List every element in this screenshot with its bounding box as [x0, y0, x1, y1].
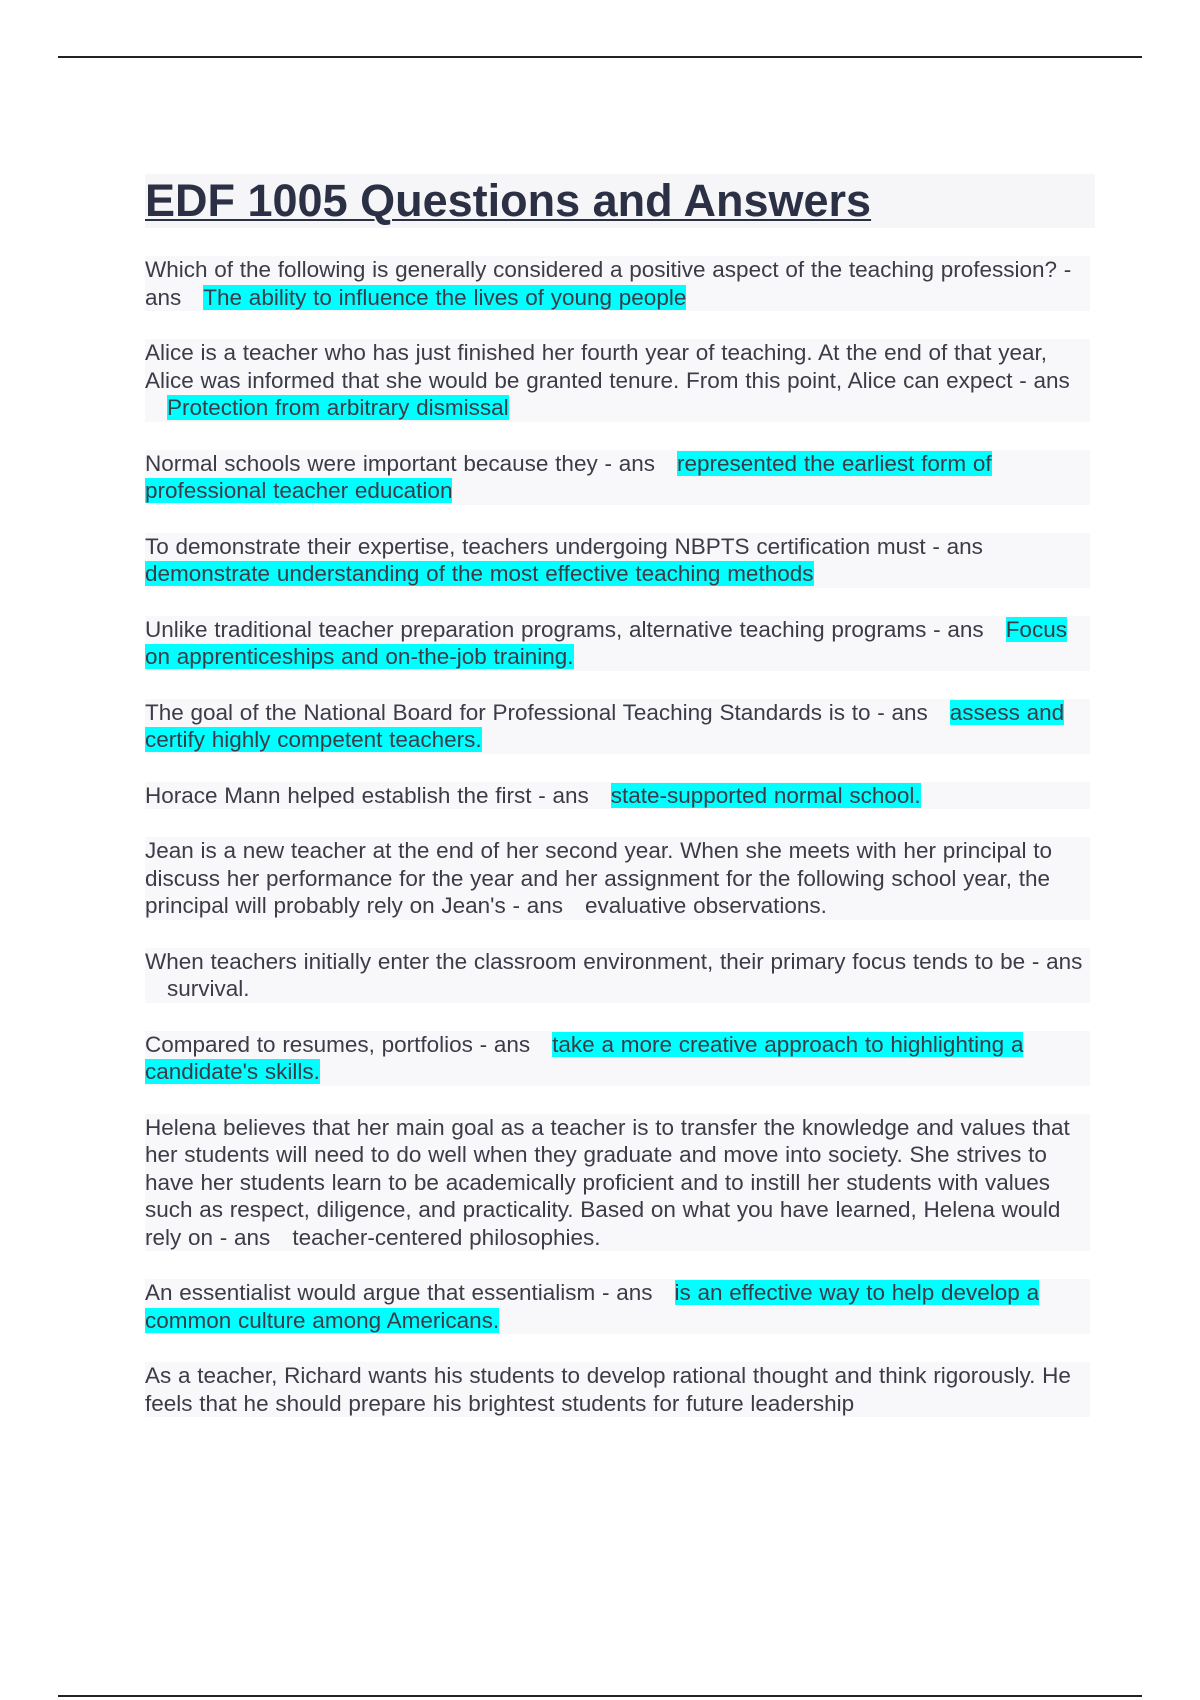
question-text: Compared to resumes, portfolios - ans	[145, 1031, 531, 1057]
qa-item	[145, 616, 1090, 671]
qa-item	[145, 256, 1090, 311]
highlighted-answer: take a more creative approach to highlighting a candidate's skills.	[145, 1031, 1024, 1084]
question-text: To demonstrate their expertise, teachers undergoing NBPTS certification must - ans	[145, 533, 983, 559]
footer-rule	[58, 1695, 1142, 1697]
question-text: Horace Mann helped establish the first - ans	[145, 782, 589, 808]
qa-item	[145, 699, 1090, 754]
answer-text: survival.	[167, 976, 250, 1001]
question-text: The goal of the National Board for Professional Teaching Standards is to - ans	[145, 699, 928, 725]
highlighted-answer: is an effective way to help develop a common culture among Americans.	[145, 1280, 1040, 1333]
highlighted-answer: Protection from arbitrary dismissal	[167, 395, 509, 420]
title-band	[145, 174, 1095, 228]
highlighted-answer: demonstrate understanding of the most effective teaching methods	[145, 561, 814, 586]
question-text: Which of the following is generally considered a positive aspect of the teaching profession? - ans	[145, 257, 1072, 310]
question-text: An essentialist would argue that essentialism - ans	[145, 1280, 653, 1305]
answer-text: teacher-centered philosophies.	[292, 1224, 601, 1250]
highlighted-answer: state-supported normal school.	[610, 782, 921, 808]
highlighted-answer: The ability to influence the lives of young people	[203, 284, 687, 310]
question-text: When teachers initially enter the classroom environment, their primary focus tends to be - ans	[145, 948, 1083, 974]
highlighted-answer: assess and certify highly competent teachers.	[145, 699, 1065, 752]
question-text: Unlike traditional teacher preparation programs, alternative teaching programs - ans	[145, 616, 984, 642]
highlighted-answer: Focus on apprenticeships and on-the-job training.	[145, 616, 1067, 669]
answer-text: evaluative observations.	[585, 893, 827, 918]
document-title: EDF 1005 Questions and Answers	[145, 175, 872, 226]
question-text: As a teacher, Richard wants his students to develop rational thought and think rigorously. He feels that he should prepare his brightest students for future leadership	[145, 1363, 1071, 1416]
qa-list	[145, 256, 1090, 1417]
question-text: Alice is a teacher who has just finished her fourth year of teaching. At the end of that year, Alice was informed that she would be granted tenure. From this point, Alice can expect - ans	[145, 340, 1070, 393]
qa-item	[145, 782, 1090, 810]
question-text: Normal schools were important because they - ans	[145, 450, 655, 476]
qa-item	[145, 948, 1090, 1003]
qa-item	[145, 533, 1090, 588]
qa-item	[145, 1114, 1090, 1252]
question-text: Jean is a new teacher at the end of her second year. When she meets with her principal to discuss her performance for the year and her assignment for the following school year, the principal will probably rely on Jean's - ans	[145, 838, 1053, 918]
qa-item	[145, 1279, 1090, 1334]
qa-item	[145, 1362, 1090, 1417]
document-body	[145, 174, 1090, 1445]
highlighted-answer: represented the earliest form of professional teacher education	[145, 450, 992, 503]
qa-item	[145, 837, 1090, 920]
qa-item	[145, 1031, 1090, 1086]
qa-item	[145, 339, 1090, 422]
qa-item	[145, 450, 1090, 505]
question-text: Helena believes that her main goal as a teacher is to transfer the knowledge and values that her students will need to do well when they graduate and move into society. She strives to have her students learn to be academically proficient and to instill her students with values such as respect, diligence, and practicality. Based on what you have learned, Helena would rely on - ans	[145, 1114, 1070, 1250]
header-rule	[58, 56, 1142, 58]
